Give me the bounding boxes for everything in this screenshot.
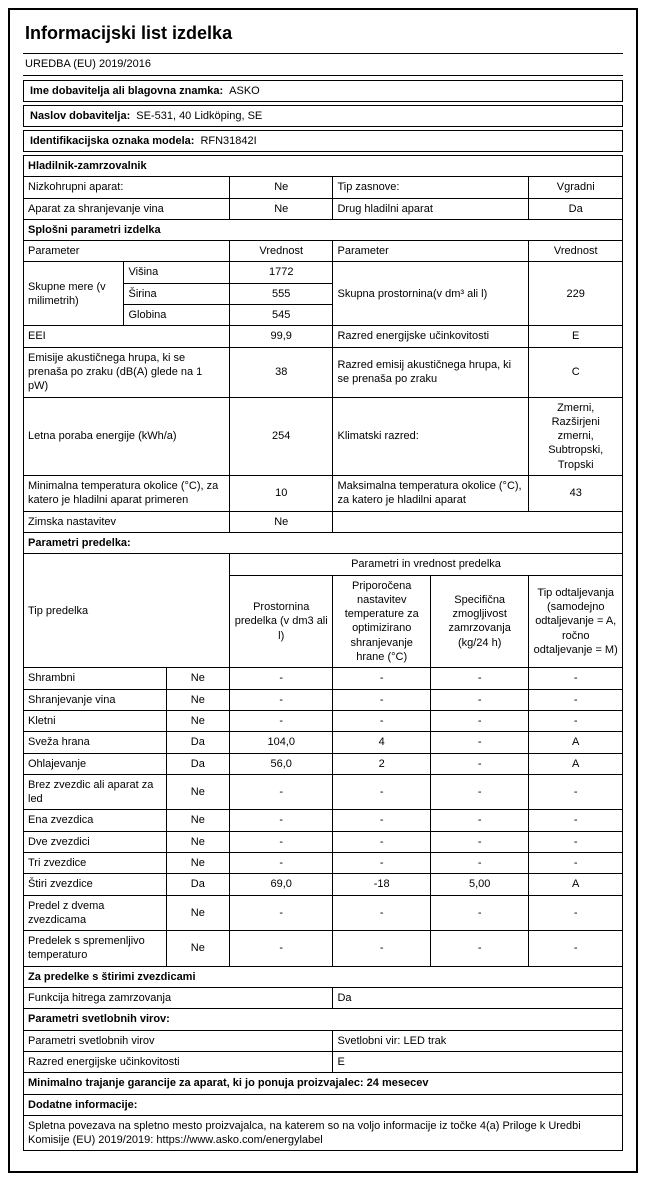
supplier-model-row <box>23 130 623 152</box>
table-row <box>24 156 623 177</box>
dimensions-label: Skupne mere (v milimetrih) <box>24 262 124 326</box>
row-label: Razred emisij akustičnega hrupa, ki se prenaša po zraku <box>333 347 529 397</box>
supplier-brand-value: ASKO <box>229 85 260 97</box>
warranty-row <box>24 1073 623 1094</box>
supplier-brand-label: Ime dobavitelja ali blagovna znamka: <box>30 85 224 97</box>
table-row <box>24 262 623 283</box>
empty-cell <box>333 511 623 532</box>
row-value: Ne <box>229 198 333 219</box>
row-label: Parametri svetlobnih virov <box>24 1030 333 1051</box>
compartment-present: Ne <box>166 774 229 810</box>
row-value: E <box>333 1051 623 1072</box>
row-value: Svetlobni vir: LED trak <box>333 1030 623 1051</box>
compartment-volume: - <box>229 831 333 852</box>
dimension-width-value: 555 <box>229 283 333 304</box>
compartment-present: Ne <box>166 931 229 967</box>
compartment-volume: 69,0 <box>229 874 333 895</box>
compartment-temperature: -18 <box>333 874 430 895</box>
row-value: E <box>529 326 623 347</box>
compartment-row <box>24 831 623 852</box>
compartment-volume: - <box>229 668 333 689</box>
compartment-temperature: - <box>333 931 430 967</box>
fast-freeze-value: Da <box>333 988 623 1009</box>
supplier-model-value: RFN31842I <box>200 135 257 147</box>
compartment-name: Predel z dvema zvezdicama <box>24 895 167 931</box>
supplier-address-label: Naslov dobavitelja: <box>30 110 131 122</box>
compartment-volume: - <box>229 895 333 931</box>
table-row <box>24 476 623 512</box>
compartment-name: Dve zvezdici <box>24 831 167 852</box>
compartment-temperature: - <box>333 831 430 852</box>
product-parameters-table <box>23 155 623 1151</box>
compartment-capacity: - <box>430 753 528 774</box>
row-value: 43 <box>529 476 623 512</box>
row-label: Klimatski razred: <box>333 397 529 475</box>
row-label: Razred energijske učinkovitosti <box>24 1051 333 1072</box>
supplier-address-row <box>23 105 623 127</box>
winter-setting-label: Zimska nastavitev <box>24 511 230 532</box>
compartment-defrost: A <box>529 874 623 895</box>
row-label: Letna poraba energije (kWh/a) <box>24 397 230 475</box>
row-label: EEI <box>24 326 230 347</box>
compartment-name: Kletni <box>24 710 167 731</box>
dimension-depth-label: Globina <box>124 305 230 326</box>
table-row <box>24 1115 623 1151</box>
compartment-temperature: - <box>333 668 430 689</box>
compartment-group-header: Parametri in vrednost predelka <box>229 554 622 575</box>
additional-info-text: Spletna povezava na spletno mesto proizvajalca, na katerem so na voljo informacije iz točke 4(a) Priloge k Uredbi Komisije (EU) 2019/2019: <box>28 1119 581 1147</box>
compartment-row <box>24 931 623 967</box>
row-value: 254 <box>229 397 333 475</box>
table-row <box>24 241 623 262</box>
table-row <box>24 1094 623 1115</box>
row-value: 99,9 <box>229 326 333 347</box>
compartment-row <box>24 732 623 753</box>
table-row <box>24 1030 623 1051</box>
table-row <box>24 219 623 240</box>
compartment-present: Ne <box>166 831 229 852</box>
compartment-capacity: - <box>430 810 528 831</box>
table-row <box>24 347 623 397</box>
table-row <box>24 397 623 475</box>
compartment-name: Ena zvezdica <box>24 810 167 831</box>
compartment-name: Brez zvezdic ali aparat za led <box>24 774 167 810</box>
row-value: Ne <box>229 177 333 198</box>
compartment-present: Da <box>166 732 229 753</box>
table-row <box>24 1009 623 1030</box>
section-light-sources: Parametri svetlobnih virov: <box>24 1009 623 1030</box>
compartment-defrost: - <box>529 689 623 710</box>
compartment-capacity: - <box>430 895 528 931</box>
row-value: C <box>529 347 623 397</box>
compartment-name: Ohlajevanje <box>24 753 167 774</box>
table-row <box>24 1073 623 1094</box>
compartment-capacity: - <box>430 931 528 967</box>
section-compartment-parameters: Parametri predelka: <box>24 532 623 553</box>
compartment-row <box>24 668 623 689</box>
supplier-model-label: Identifikacijska oznaka modela: <box>30 135 195 147</box>
compartment-volume: - <box>229 710 333 731</box>
total-volume-value: 229 <box>529 262 623 326</box>
row-value: 10 <box>229 476 333 512</box>
column-header: Prostornina predelka (v dm3 ali l) <box>229 575 333 668</box>
column-header: Tip odtaljevanja (samodejno odtaljevanje = A, ročno odtaljevanje = M) <box>529 575 623 668</box>
compartment-name: Tri zvezdice <box>24 852 167 873</box>
column-header: Priporočena nastavitev temperature za optimizirano shranjevanje hrane (°C) <box>333 575 430 668</box>
compartment-capacity: 5,00 <box>430 874 528 895</box>
product-information-sheet <box>8 8 638 1173</box>
regulation-text: UREDBA (EU) 2019/2016 <box>23 54 623 76</box>
compartment-temperature: - <box>333 810 430 831</box>
warranty-label: Minimalno trajanje garancije za aparat, ki jo ponuja proizvajalec: <box>28 1077 364 1090</box>
dimension-depth-value: 545 <box>229 305 333 326</box>
row-label: Tip zasnove: <box>333 177 529 198</box>
compartment-temperature: - <box>333 689 430 710</box>
compartment-name: Štiri zvezdice <box>24 874 167 895</box>
compartment-temperature: - <box>333 852 430 873</box>
compartment-defrost: - <box>529 710 623 731</box>
row-label: Aparat za shranjevanje vina <box>24 198 230 219</box>
compartment-row <box>24 852 623 873</box>
dimension-width-label: Širina <box>124 283 230 304</box>
table-row <box>24 326 623 347</box>
column-header: Parameter <box>333 241 529 262</box>
column-header: Specifična zmogljivost zamrzovanja (kg/24 h) <box>430 575 528 668</box>
compartment-name: Predelek s spremenljivo temperaturo <box>24 931 167 967</box>
compartment-row <box>24 895 623 931</box>
compartment-defrost: - <box>529 931 623 967</box>
compartment-name: Shranjevanje vina <box>24 689 167 710</box>
compartment-defrost: - <box>529 852 623 873</box>
column-header: Vrednost <box>229 241 333 262</box>
section-four-star: Za predelke s štirimi zvezdicami <box>24 966 623 987</box>
table-row <box>24 177 623 198</box>
compartment-name: Sveža hrana <box>24 732 167 753</box>
compartment-capacity: - <box>430 710 528 731</box>
dimension-height-label: Višina <box>124 262 230 283</box>
table-row <box>24 966 623 987</box>
compartment-row <box>24 874 623 895</box>
compartment-name: Shrambni <box>24 668 167 689</box>
table-row <box>24 511 623 532</box>
compartment-row <box>24 689 623 710</box>
compartment-capacity: - <box>430 732 528 753</box>
dimension-height-value: 1772 <box>229 262 333 283</box>
compartment-temperature: 4 <box>333 732 430 753</box>
row-label: Nizkohrupni aparat: <box>24 177 230 198</box>
supplier-brand-row <box>23 80 623 102</box>
compartment-temperature: - <box>333 774 430 810</box>
table-row <box>24 554 623 575</box>
row-label: Razred energijske učinkovitosti <box>333 326 529 347</box>
compartment-type-header: Tip predelka <box>24 554 230 668</box>
row-label: Minimalna temperatura okolice (°C), za katero je hladilni aparat primeren <box>24 476 230 512</box>
compartment-volume: - <box>229 774 333 810</box>
compartment-row <box>24 810 623 831</box>
column-header: Parameter <box>24 241 230 262</box>
total-volume-label: Skupna prostornina(v dm³ ali l) <box>333 262 529 326</box>
compartment-defrost: A <box>529 753 623 774</box>
compartment-volume: - <box>229 852 333 873</box>
compartment-volume: - <box>229 931 333 967</box>
row-value: Zmerni, Razširjeni zmerni, Subtropski, Tropski <box>529 397 623 475</box>
compartment-present: Da <box>166 874 229 895</box>
page-title: Informacijski list izdelka <box>23 18 623 54</box>
compartment-temperature: - <box>333 710 430 731</box>
table-row <box>24 532 623 553</box>
warranty-value: 24 mesecev <box>366 1077 429 1090</box>
compartment-capacity: - <box>430 831 528 852</box>
table-row <box>24 198 623 219</box>
table-row <box>24 988 623 1009</box>
row-label: Emisije akustičnega hrupa, ki se prenaša po zraku (dB(A) glede na 1 pW) <box>24 347 230 397</box>
compartment-defrost: - <box>529 774 623 810</box>
fast-freeze-label: Funkcija hitrega zamrzovanja <box>24 988 333 1009</box>
section-general-parameters: Splošni parametri izdelka <box>24 219 623 240</box>
compartment-defrost: - <box>529 831 623 852</box>
compartment-present: Ne <box>166 895 229 931</box>
compartment-capacity: - <box>430 774 528 810</box>
manufacturer-url: https://www.asko.com/energylabel <box>156 1134 323 1147</box>
compartment-capacity: - <box>430 668 528 689</box>
compartment-present: Ne <box>166 810 229 831</box>
compartment-present: Ne <box>166 852 229 873</box>
section-appliance-type: Hladilnik-zamrzovalnik <box>24 156 623 177</box>
compartment-capacity: - <box>430 689 528 710</box>
supplier-address-value: SE-531, 40 Lidköping, SE <box>136 110 263 122</box>
compartment-volume: - <box>229 689 333 710</box>
additional-info-row <box>24 1115 623 1151</box>
compartment-present: Ne <box>166 710 229 731</box>
compartment-volume: 56,0 <box>229 753 333 774</box>
compartment-temperature: 2 <box>333 753 430 774</box>
compartment-defrost: - <box>529 895 623 931</box>
compartment-volume: 104,0 <box>229 732 333 753</box>
row-value: Vgradni <box>529 177 623 198</box>
compartment-present: Da <box>166 753 229 774</box>
row-label: Maksimalna temperatura okolice (°C), za katero je hladilni aparat <box>333 476 529 512</box>
compartment-defrost: A <box>529 732 623 753</box>
compartment-present: Ne <box>166 668 229 689</box>
compartment-temperature: - <box>333 895 430 931</box>
compartment-row <box>24 753 623 774</box>
compartment-present: Ne <box>166 689 229 710</box>
compartment-row <box>24 710 623 731</box>
compartment-defrost: - <box>529 668 623 689</box>
compartment-capacity: - <box>430 852 528 873</box>
compartment-row <box>24 774 623 810</box>
compartment-volume: - <box>229 810 333 831</box>
column-header: Vrednost <box>529 241 623 262</box>
row-value: 38 <box>229 347 333 397</box>
section-additional-info: Dodatne informacije: <box>24 1094 623 1115</box>
row-value: Da <box>529 198 623 219</box>
compartment-defrost: - <box>529 810 623 831</box>
winter-setting-value: Ne <box>229 511 333 532</box>
row-label: Drug hladilni aparat <box>333 198 529 219</box>
